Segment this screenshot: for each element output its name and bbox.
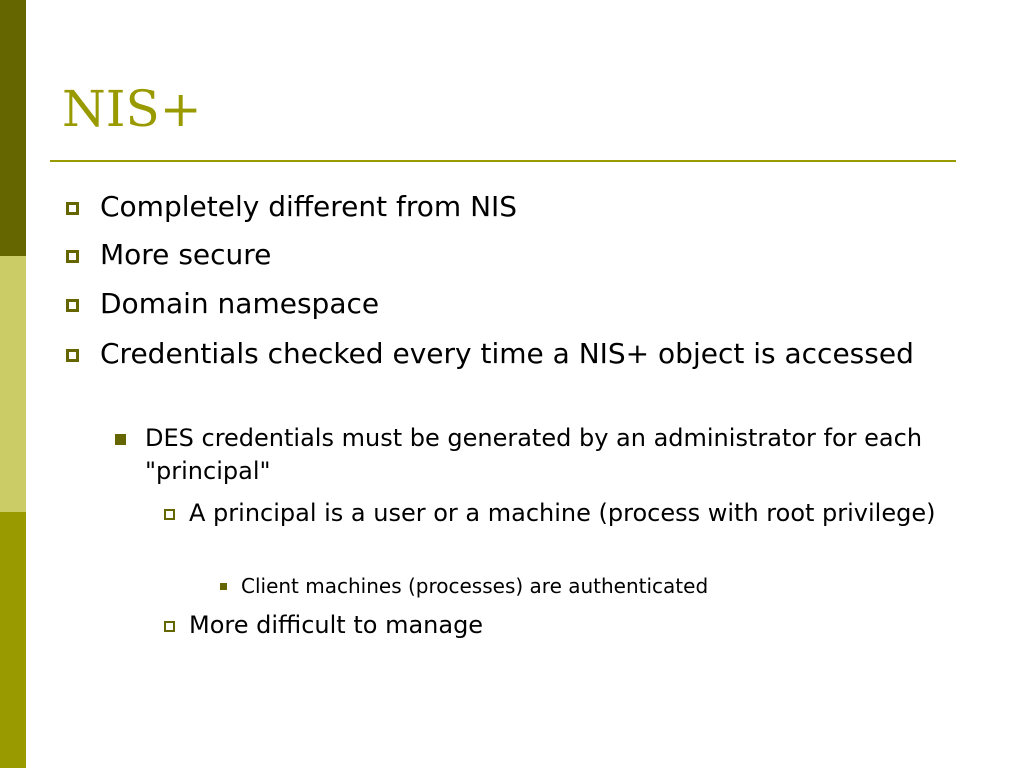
bullet-item bbox=[100, 284, 950, 324]
bullet-text: Completely different from NIS bbox=[100, 190, 518, 223]
sub-bullet-item bbox=[145, 422, 955, 488]
bullet-text: Domain namespace bbox=[100, 287, 380, 320]
bullet-text: Client machines (processes) are authenticated bbox=[241, 574, 709, 598]
bullet-text: More difficult to manage bbox=[189, 611, 484, 639]
bullet-text: DES credentials must be generated by an administrator for each "principal" bbox=[145, 424, 923, 485]
bullet-text: More secure bbox=[100, 238, 272, 271]
bullet-text: A principal is a user or a machine (process with root privilege) bbox=[189, 499, 936, 527]
hollow-square-icon bbox=[164, 621, 175, 632]
bullet-item bbox=[100, 235, 950, 275]
sidebar-band-middle bbox=[0, 256, 26, 512]
sub-sub-bullet-item bbox=[189, 497, 959, 530]
hollow-square-icon bbox=[66, 349, 79, 362]
sub-sub-bullet-item bbox=[189, 609, 959, 642]
sidebar-band-bottom bbox=[0, 512, 26, 768]
title-divider bbox=[50, 160, 956, 162]
hollow-square-icon bbox=[66, 299, 79, 312]
bullet-item bbox=[100, 334, 950, 374]
hollow-square-icon bbox=[66, 250, 79, 263]
slide-title: NIS+ bbox=[62, 80, 202, 138]
filled-square-icon bbox=[220, 583, 227, 590]
hollow-square-icon bbox=[164, 509, 175, 520]
hollow-square-icon bbox=[66, 202, 79, 215]
level-4-bullet-item bbox=[241, 571, 961, 601]
filled-square-icon bbox=[115, 434, 126, 445]
sidebar-band-top bbox=[0, 0, 26, 256]
bullet-text: Credentials checked every time a NIS+ object is accessed bbox=[100, 337, 914, 370]
bullet-item bbox=[100, 187, 950, 227]
